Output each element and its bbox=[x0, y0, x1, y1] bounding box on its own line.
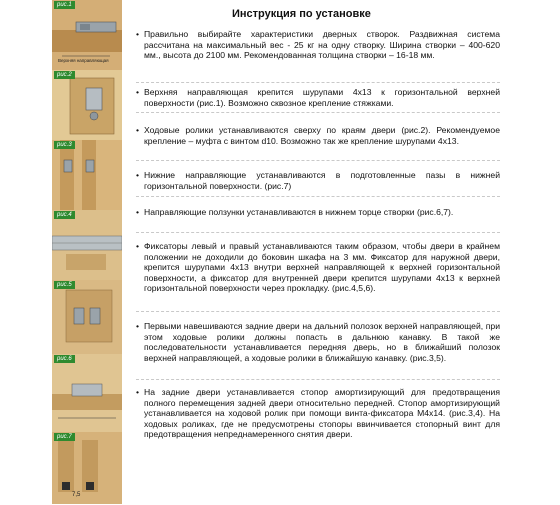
figure-1 bbox=[52, 0, 122, 71]
figure-4 bbox=[52, 210, 122, 281]
figure-1-caption: Верхняя направляющая bbox=[58, 58, 109, 63]
instruction-text: Направляющие ползунки устанавливаются в нижнем торце створки (рис.6,7). bbox=[144, 207, 454, 217]
instruction-item bbox=[136, 207, 500, 218]
bullet: • bbox=[136, 125, 140, 135]
bullet: • bbox=[136, 241, 140, 251]
bullet: • bbox=[136, 170, 140, 180]
figure-7-caption: 7,5 bbox=[72, 492, 81, 498]
figure-2 bbox=[52, 70, 122, 141]
bullet: • bbox=[136, 29, 140, 39]
instruction-item bbox=[136, 125, 500, 146]
figure-5-label: рис.5 bbox=[54, 281, 75, 289]
figure-3-label: рис.3 bbox=[54, 141, 75, 149]
figure-7-label: рис.7 bbox=[54, 433, 75, 441]
separator bbox=[136, 311, 500, 312]
separator bbox=[136, 232, 500, 233]
bullet: • bbox=[136, 387, 140, 397]
figure-2-label: рис.2 bbox=[54, 71, 75, 79]
figure-3 bbox=[52, 140, 122, 211]
separator bbox=[136, 112, 500, 113]
illustration-strip bbox=[52, 0, 122, 504]
separator bbox=[136, 82, 500, 83]
instruction-item bbox=[136, 87, 500, 108]
figure-6-drawing bbox=[52, 354, 122, 432]
bullet: • bbox=[136, 87, 140, 97]
figure-2-drawing bbox=[52, 70, 122, 140]
figure-6-label: рис.6 bbox=[54, 355, 75, 363]
instruction-text: Правильно выбирайте характеристики дверных створок. Раздвижная система рассчитана на максимальный вес - 25 кг на одну створку. Ширина створки – 400-620 мм., высота до 2100 мм. Рекомендованная толщина створки – 16-18 мм. bbox=[144, 29, 500, 61]
instruction-text: Фиксаторы левый и правый устанавливаются таким образом, чтобы двери в крайнем положении не доходили до боковин шкафа на 3 мм. Фиксатор для наружной двери, крепится шурупами 4х13 внутри верхней направляющей к верхней горизонтальной поверхности, а фиксатор для внутренней двери крепится шурупами 4х13 к верхней горизонтальной поверхности через прокладку. (рис.4,5,6). bbox=[144, 241, 500, 294]
figure-7-drawing bbox=[52, 432, 122, 504]
figure-7 bbox=[52, 432, 122, 505]
instruction-text: Верхняя направляющая крепится шурупами 4х13 к горизонтальной верхней поверхности (рис.1). Возможно сквозное крепление стяжками. bbox=[144, 87, 500, 108]
instruction-text: Нижние направляющие устанавливаются в подготовленные пазы в нижней горизонтальной поверхности. (рис.7) bbox=[144, 170, 500, 191]
figure-4-drawing bbox=[52, 210, 122, 280]
figure-5-drawing bbox=[52, 280, 122, 354]
figure-5 bbox=[52, 280, 122, 355]
instruction-text: На задние двери устанавливается стопор амортизирующий для предотвращения полного перемещения задней двери относительно передней. Стопор амортизирующий устанавливается на ходовой ролик при помощи винта-фиксатора М4х14. (рис.3,4). На ходовых роликах, где не предусмотрены стопоры ввинчивается стопорный винт для предотвращения непреднамеренного снятия двери. bbox=[144, 387, 500, 440]
page-title: Инструкция по установке bbox=[232, 8, 371, 20]
instruction-text: Ходовые ролики устанавливаются сверху по краям двери (рис.2). Рекомендуемое крепление – муфта с винтом d10. Возможно так же крепление шурупами 4х13. bbox=[144, 125, 500, 146]
figure-6 bbox=[52, 354, 122, 433]
separator bbox=[136, 196, 500, 197]
bullet: • bbox=[136, 321, 140, 331]
instruction-item bbox=[136, 29, 500, 61]
instruction-item bbox=[136, 170, 500, 191]
figure-3-drawing bbox=[52, 140, 122, 210]
instruction-item bbox=[136, 321, 500, 363]
instruction-item bbox=[136, 387, 500, 440]
instruction-item bbox=[136, 241, 500, 294]
bullet: • bbox=[136, 207, 140, 217]
figure-1-label: рис.1 bbox=[54, 1, 75, 9]
instruction-text: Первыми навешиваются задние двери на дальний полозок верхней направляющей, при этом ходовые ролики должны попасть в дальнюю канавку. В такой же последовательности устанавливается передняя дверь, но в ближайший полозок верхней направляющей, а ходовые ролики в ближайшую канавку. (рис.3,5). bbox=[144, 321, 500, 363]
separator bbox=[136, 160, 500, 161]
separator bbox=[136, 379, 500, 380]
figure-4-label: рис.4 bbox=[54, 211, 75, 219]
